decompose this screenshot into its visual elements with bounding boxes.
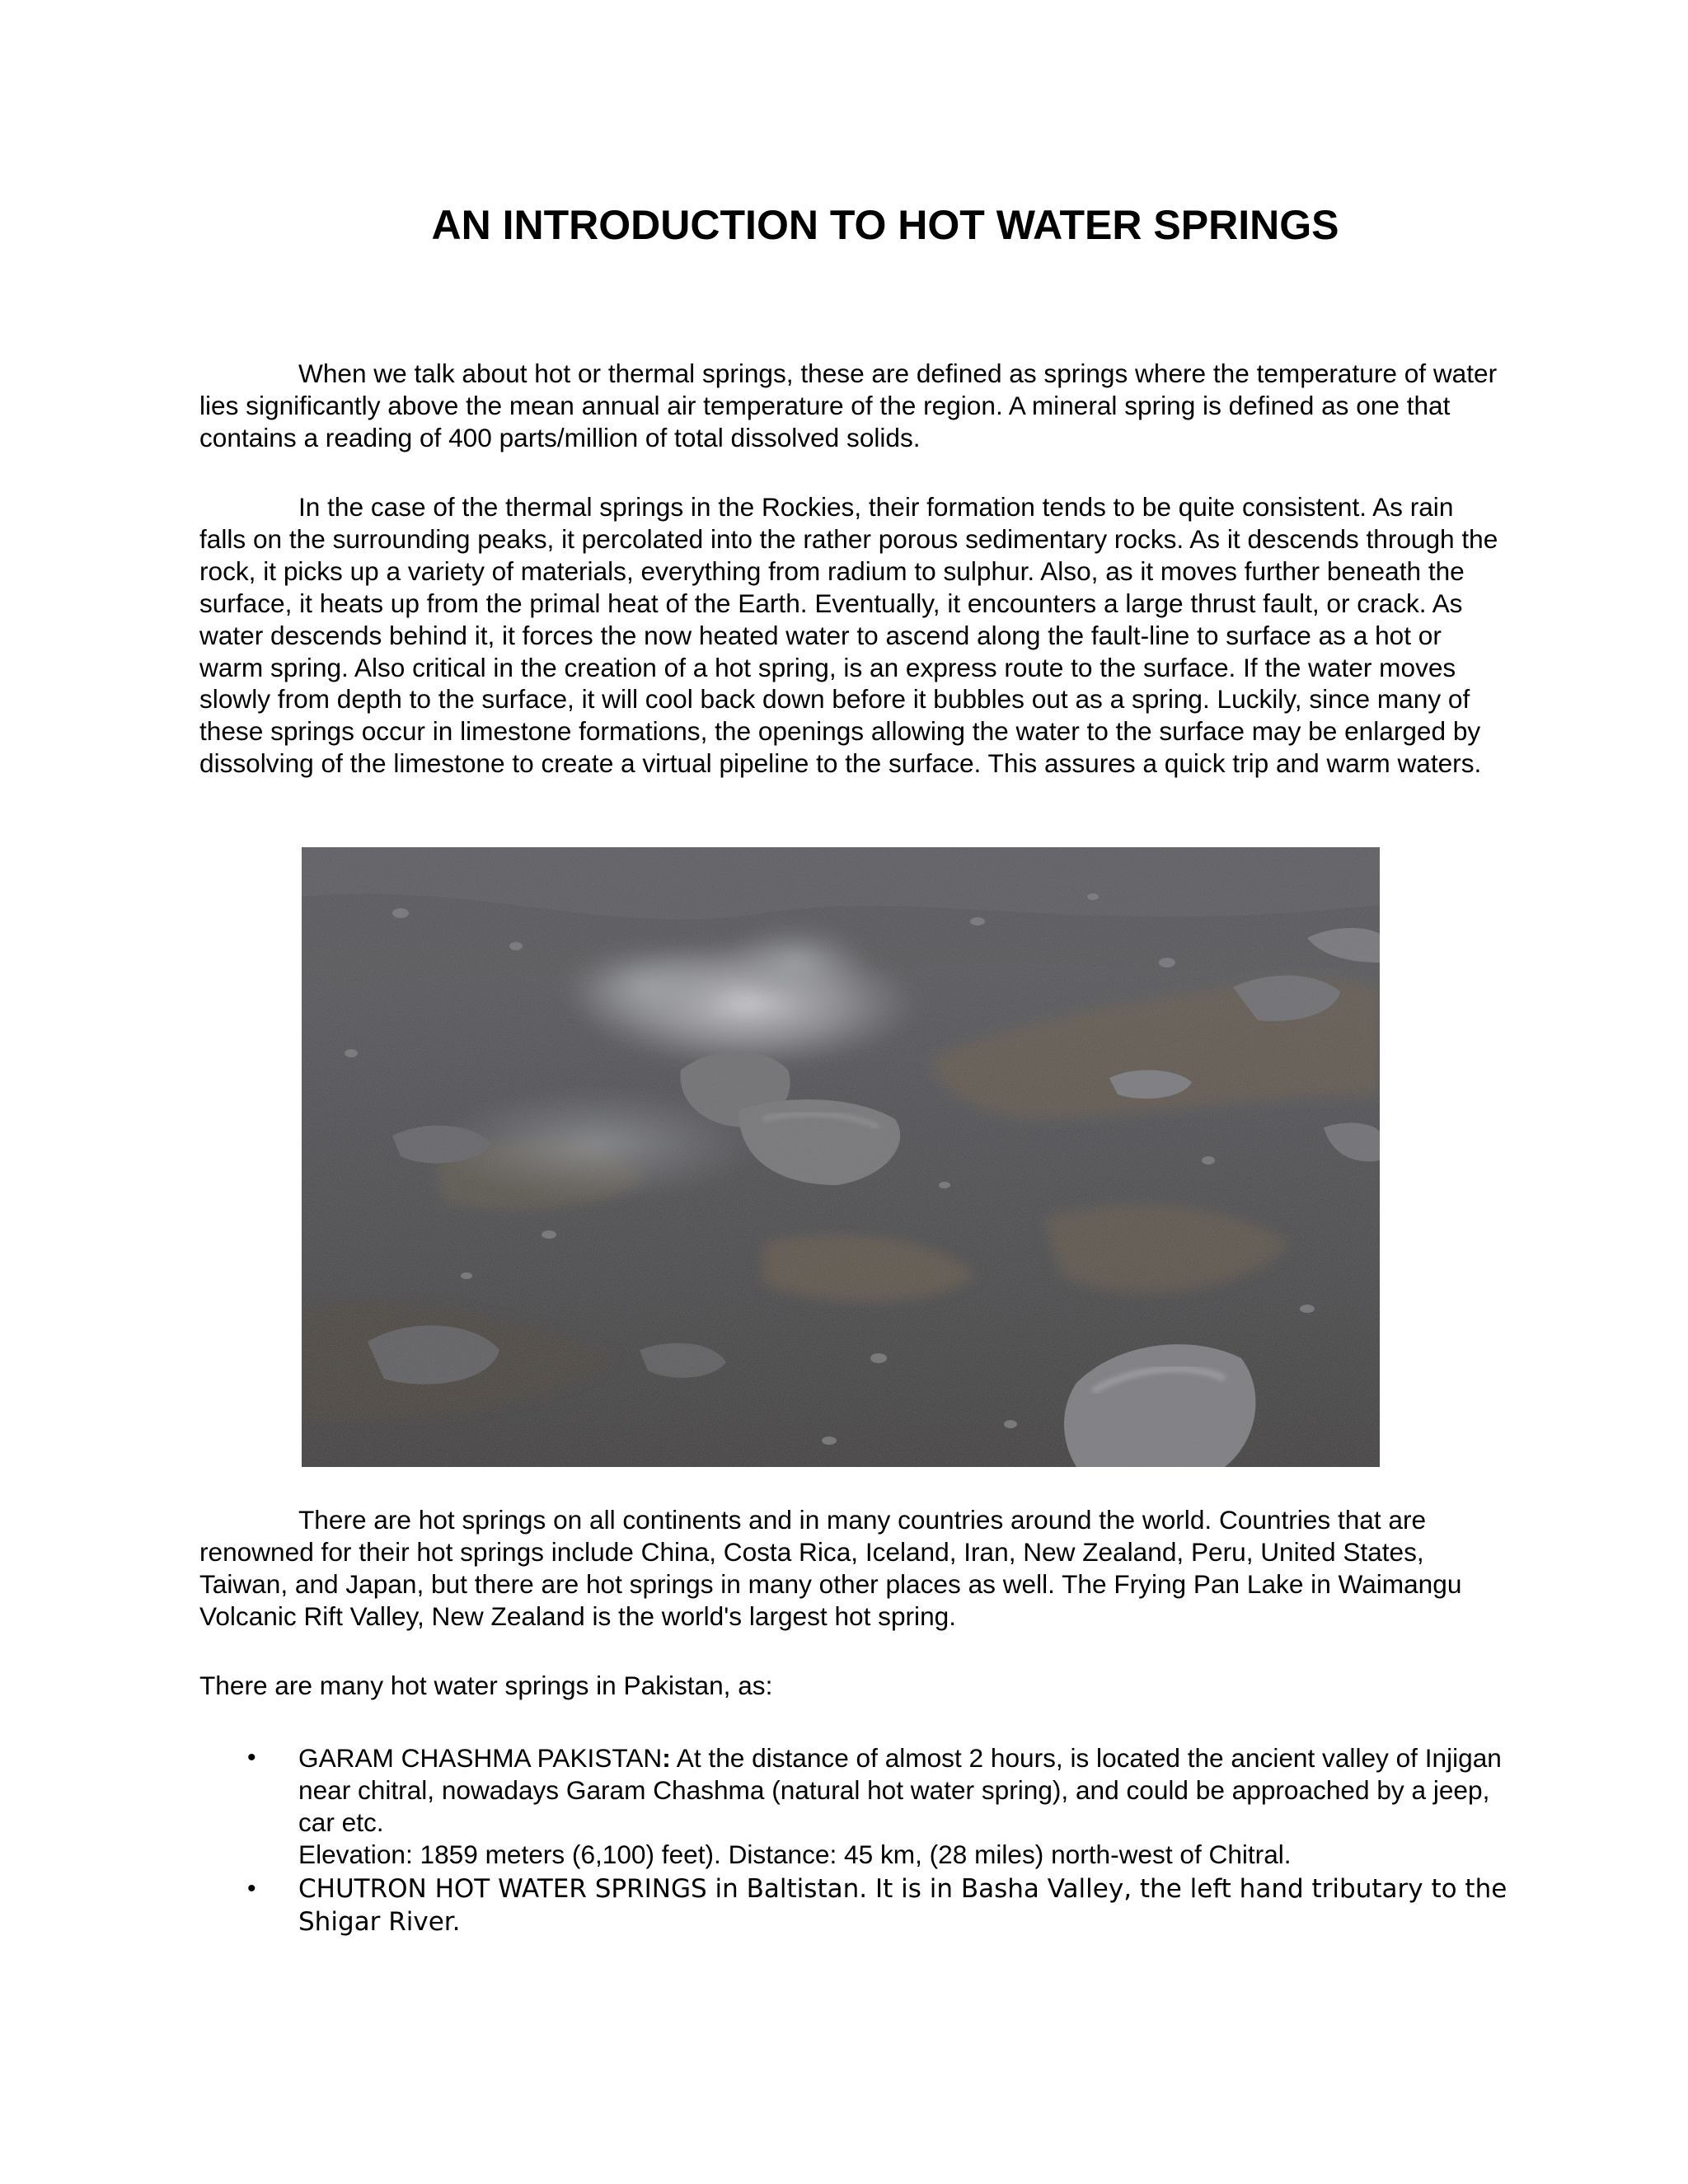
spring-description: At the distance of almost 2 hours, is located the ancient valley of Injigan near chitral, nowadays Garam Chashma (natural hot water spring), and could be approached by a jeep, car etc. — [298, 1743, 1502, 1837]
hot-spring-photo-graphic — [302, 847, 1380, 1467]
paragraph-worldwide — [199, 1504, 1502, 1633]
document-title: AN INTRODUCTION TO HOT WATER SPRINGS — [431, 202, 1339, 248]
spring-elevation-distance: Elevation: 1859 meters (6,100) feet). Distance: 45 km, (28 miles) north-west of Chitral. — [298, 1839, 1292, 1869]
bullet-icon: • — [247, 1744, 256, 1771]
pakistan-springs-list — [199, 1742, 1518, 1938]
list-item-chutron — [199, 1872, 1518, 1938]
spring-name: GARAM CHASHMA PAKISTAN — [298, 1743, 663, 1773]
paragraph-pakistan-intro: There are many hot water springs in Pakistan, as: — [199, 1671, 773, 1700]
spring-name-colon: : — [662, 1743, 671, 1773]
paragraph-definition-text: When we talk about hot or thermal springs, these are defined as springs where the temperature of water lies significantly above the mean annual air temperature of the region. A mineral spring is defined as one that contains a reading of 400 parts/million of total dissolved solids. — [199, 359, 1498, 452]
paragraph-worldwide-text: There are hot springs on all continents and in many countries around the world. Countries that are renowned for their hot springs include China, Costa Rica, Iceland, Iran, New Zealand, Peru, United States, Taiwan, and Japan, but there are hot springs in many other places as well. The Frying Pan Lake in Waimangu Volcanic Rift Valley, New Zealand is the world's largest hot spring. — [199, 1505, 1462, 1631]
spring-description: CHUTRON HOT WATER SPRINGS in Baltistan. It is in Basha Valley, the left hand tributary to the Shigar River. — [298, 1873, 1507, 1937]
bullet-icon: • — [247, 1874, 256, 1902]
hot-spring-photo — [302, 847, 1380, 1467]
paragraph-definition — [199, 358, 1502, 454]
paragraph-formation — [199, 491, 1502, 780]
list-item-garam-chashma — [199, 1742, 1518, 1871]
paragraph-formation-text: In the case of the thermal springs in the Rockies, their formation tends to be quite consistent. As rain falls on the surrounding peaks, it percolated into the rather porous sedimentary rocks. As it descends through the rock, it picks up a variety of materials, everything from radium to sulphur. Also, as it moves further beneath the surface, it heats up from the primal heat of the Earth. Eventually, it encounters a large thrust fault, or crack. As water descends behind it, it forces the now heated water to ascend along the fault-line to surface as a hot or warm spring. Also critical in the creation of a hot spring, is an express route to the surface. If the water moves slowly from depth to the surface, it will cool back down before it bubbles out as a spring. Luckily, since many of these springs occur in limestone formations, the openings allowing the water to the surface may be enlarged by dissolving of the limestone to create a virtual pipeline to the surface. This assures a quick trip and warm waters. — [199, 492, 1498, 779]
